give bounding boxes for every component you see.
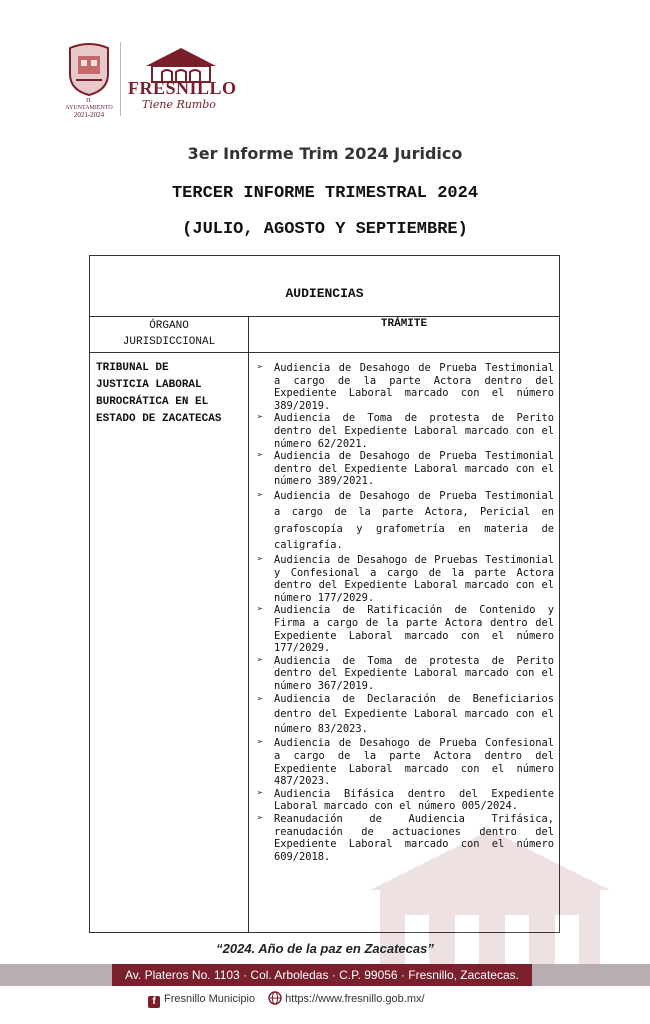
arrow-bullet-icon: ➢ [257,787,264,799]
procedure-item [257,604,554,655]
procedure-item [257,787,554,813]
header-logos [62,36,242,122]
column-header-procedure: TRÁMITE [380,318,428,330]
procedure-item [257,412,554,450]
arrow-bullet-icon: ➢ [257,737,264,749]
procedure-text: Audiencia de Desahogo de Prueba Testimonial a cargo de la parte Actora dentro del Expediente Laboral marcado con el número 389/2019. [274,362,554,412]
organ-line: ESTADO DE ZACATECAS [96,413,222,425]
procedure-item [257,654,554,693]
column-header-organ [90,318,248,350]
procedure-item [257,553,554,604]
column-header-organ-line2: JURISDICCIONAL [122,336,216,348]
column-header-organ-line1: ÓRGANO [149,320,189,332]
procedure-text: Audiencia de Declaración de Beneficiarios dentro del Expediente Laboral marcado con el número 83/2023. [274,693,554,736]
facebook-icon: f [148,996,160,1008]
header-divider [120,42,121,116]
procedure-text: Audiencia de Toma de protesta de Perito dentro del Expediente Laboral marcado con el número 62/2021. [274,412,554,450]
organ-cell [96,360,246,428]
arrow-bullet-icon: ➢ [257,813,264,825]
footer-address: Av. Plateros No. 1103 · Col. Arboledas · C.P. 99056 · Fresnillo, Zacatecas. [112,964,532,986]
report-period-heading: (JULIO, AGOSTO Y SEPTIEMBRE) [182,220,468,239]
procedure-item [257,692,554,737]
arrow-bullet-icon: ➢ [257,450,264,462]
procedure-item [257,737,554,788]
globe-icon [268,991,282,1005]
facebook-link[interactable]: Fresnillo Municipio [164,993,256,1005]
arrow-bullet-icon: ➢ [257,654,264,666]
website-link[interactable]: https://www.fresnillo.gob.mx/ [285,993,425,1005]
arrow-bullet-icon: ➢ [257,412,264,424]
procedure-text: Audiencia de Ratificación de Contenido y Firma a cargo de la parte Actora dentro del Expediente Laboral marcado con el número 177/2029. [274,604,554,655]
organ-line: JUSTICIA LABORAL [96,379,202,391]
seal-caption-text: H. AYUNTAMIENTO [65,98,113,111]
arrow-bullet-icon: ➢ [257,489,264,501]
section-title: AUDIENCIAS [285,286,364,301]
procedure-text: Reanudación de Audiencia Trifásica, reanudación de actuaciones dentro del Expediente Laboral marcado con el número 609/2018. [274,813,554,863]
report-heading: TERCER INFORME TRIMESTRAL 2024 [171,184,479,203]
footer-address-band [0,964,650,986]
arrow-bullet-icon: ➢ [257,553,264,565]
procedure-text: Audiencia de Desahogo de Prueba Confesional a cargo de la parte Actora dentro del Expediente Laboral marcado con el número 487/2023. [274,737,554,788]
procedure-text: Audiencia de Desahogo de Prueba Testimonial a cargo de la parte Actora, Pericial en grafoscopía y grafometría en materia de caligrafía. [274,489,554,552]
procedure-text: Audiencia de Desahogo de Prueba Testimonial dentro del Expediente Laboral marcado con el número 389/2021. [274,450,554,488]
procedure-item [257,450,554,488]
document-title: 3er Informe Trim 2024 Juridico [187,144,463,163]
header-row-divider [90,352,559,353]
procedure-item [257,488,554,554]
procedure-text: Audiencia Bifásica dentro del Expediente Laboral marcado con el número 005/2024. [274,787,554,813]
footer-social [148,991,425,1008]
procedure-text: Audiencia de Toma de protesta de Perito dentro del Expediente Laboral marcado con el número 367/2019. [274,654,554,692]
procedure-text: Audiencia de Desahogo de Pruebas Testimonial y Confesional a cargo de la parte Actora dentro del Expediente Laboral marcado con el número 177/2029. [274,553,554,604]
seal-caption [62,98,116,119]
municipal-seal-icon [66,40,112,96]
brand-tagline: Tiene Rumbo [142,98,216,111]
brand-name: FRESNILLO [128,78,237,98]
section-row [90,256,559,317]
seal-years: 2021-2024 [73,111,105,119]
procedure-list [257,362,554,863]
footer-motto: “2024. Año de la paz en Zacatecas” [216,941,434,956]
organ-line: BUROCRÁTICA EN EL [96,396,209,408]
column-separator [248,316,249,932]
procedure-item [257,362,554,412]
arrow-bullet-icon: ➢ [257,694,264,706]
organ-line: TRIBUNAL DE [96,362,169,374]
arrow-bullet-icon: ➢ [257,604,264,616]
arrow-bullet-icon: ➢ [257,362,264,373]
